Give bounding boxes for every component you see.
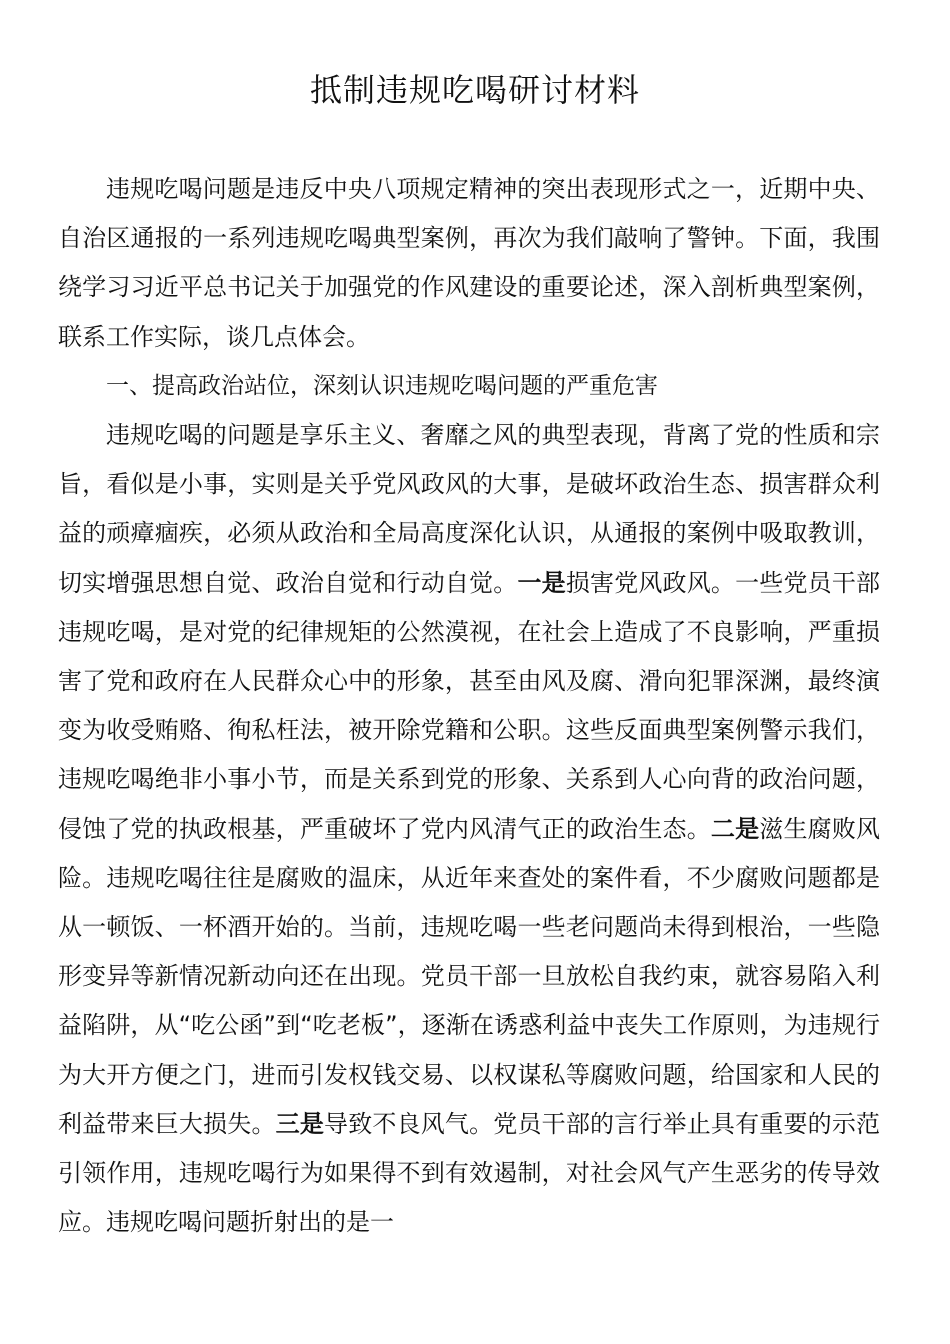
point-label-3: 三是 (275, 1109, 325, 1138)
document-title: 抵制违规吃喝研讨材料 (309, 71, 640, 109)
document-body (58, 165, 880, 1247)
paragraph-text: 导致不良风气。党员干部的言行举止具有重要的示范引领作用，违规吃喝行为如果得不到有效遏制，对社会风气产生恶劣的传导效应。违规吃喝问题折射出的是一 (58, 1109, 881, 1237)
section-heading: 一、提高政治站位，深刻认识违规吃喝问题的严重危害 (106, 372, 658, 399)
point-label-2: 二是 (710, 814, 760, 843)
paragraph-text: 损害党风政风。一些党员干部违规吃喝，是对党的纪律规矩的公然漠视，在社会上造成了不良影响，严重损害了党和政府在人民群众心中的形象，甚至由风及腐、滑向犯罪深渊，最终演变为收受贿赂、徇私枉法，被开除党籍和公职。这些反面典型案例警示我们，违规吃喝绝非小事小节，而是关系到党的形象、关系到人心向背的政治问题，侵蚀了党的执政根基，严重破坏了党内风清气正的政治生态。 (58, 568, 881, 843)
point-label-1: 一是 (517, 568, 566, 597)
paragraph-text: 违规吃喝的问题是享乐主义、奢靡之风的典型表现，背离了党的性质和宗旨，看似是小事，实则是关乎党风政风的大事，是破坏政治生态、损害群众利益的顽瘴痼疾，必须从政治和全局高度深化认识，从通报的案例中吸取教训，切实增强思想自觉、政治自觉和行动自觉。 (58, 421, 880, 597)
intro-paragraph: 违规吃喝问题是违反中央八项规定精神的突出表现形式之一，近期中央、自治区通报的一系列违规吃喝典型案例，再次为我们敲响了警钟。下面，我围绕学习习近平总书记关于加强党的作风建设的重要论述，深入剖析典型案例，联系工作实际，谈几点体会。 (58, 175, 880, 351)
paragraph-text: 滋生腐败风险。违规吃喝往往是腐败的温床，从近年来查处的案件看，不少腐败问题都是从一顿饭、一杯酒开始的。当前，违规吃喝一些老问题尚未得到根治，一些隐形变异等新情况新动向还在出现。党员干部一旦放松自我约束，就容易陷入利益陷阱，从“吃公函”到“吃老板”，逐渐在诱惑利益中丧失工作原则，为违规行为大开方便之门，进而引发权钱交易、以权谋私等腐败问题，给国家和人民的利益带来巨大损失。 (58, 814, 881, 1138)
body-paragraph (58, 411, 880, 1247)
